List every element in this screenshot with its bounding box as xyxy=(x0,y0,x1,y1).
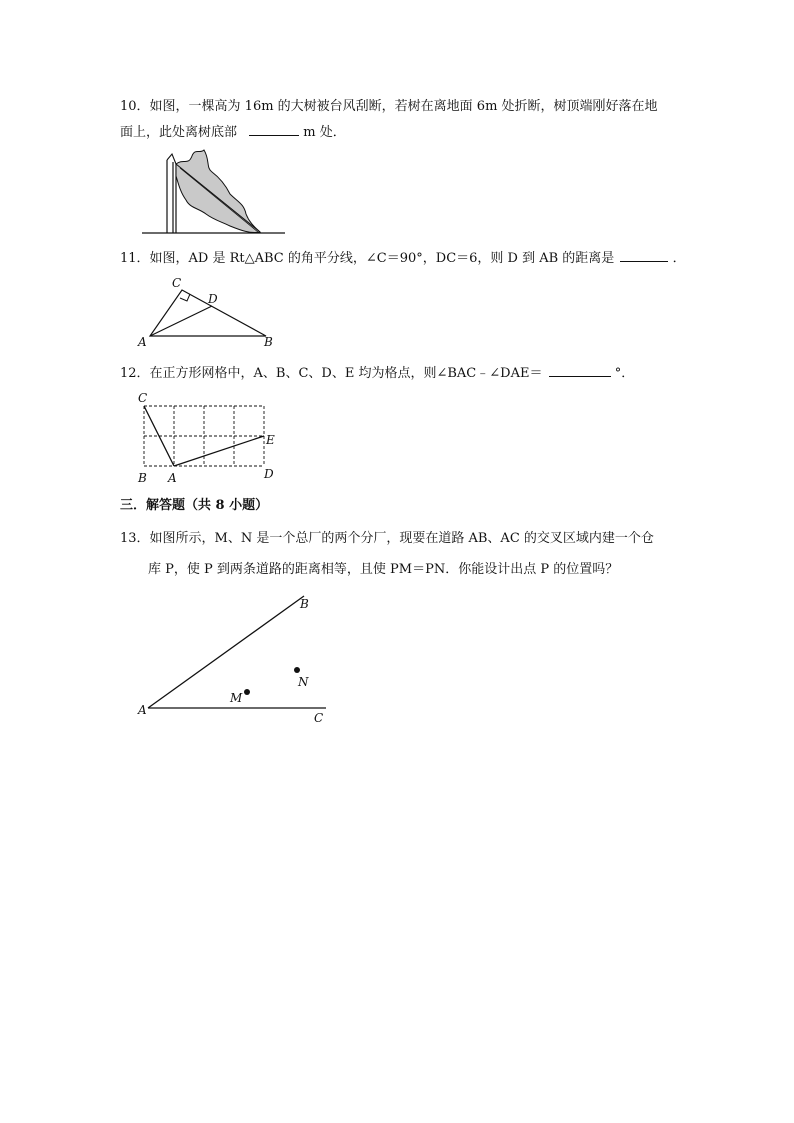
q11-question: 11．如图，AD 是 Rt△ABC 的角平分线，∠C＝90°，DC＝6，则 D 到 AB 的距离是 xyxy=(120,251,615,266)
q11-triangle-figure xyxy=(136,274,281,349)
q12-label-c: C xyxy=(138,391,148,405)
q12-label-e: E xyxy=(266,433,275,447)
q11-label-d: D xyxy=(208,292,218,306)
q13-label-m: M xyxy=(230,691,243,705)
q10-line2-text: 面上，此处离树底部 xyxy=(120,125,238,140)
q12-label-d: D xyxy=(264,467,274,481)
q11-label-c: C xyxy=(172,276,182,290)
q12-grid-figure xyxy=(134,390,284,485)
q11-answer-blank[interactable] xyxy=(620,248,668,262)
q11-label-a: A xyxy=(138,335,147,349)
q13-label-a: A xyxy=(138,703,147,717)
q12-answer-blank[interactable] xyxy=(549,363,611,377)
q11-text xyxy=(120,248,686,268)
q12-question: 12．在正方形网格中，A、B、C、D、E 均为格点，则∠BAC﹣∠DAE＝ xyxy=(120,366,543,381)
point-m xyxy=(244,689,250,695)
q12-text xyxy=(120,363,634,383)
q10-broken-tree-figure xyxy=(140,142,290,237)
q10-answer-blank[interactable] xyxy=(249,122,299,136)
q13-line1: 13．如图所示，M、N 是一个总厂的两个分厂，现要在道路 AB、AC 的交叉区域内建一个仓 xyxy=(120,531,654,546)
q13-line2: 库 P，使 P 到两条道路的距离相等，且使 PM＝PN．你能设计出点 P 的位置吗？ xyxy=(148,562,619,577)
q10-line2-unit: m 处． xyxy=(303,125,346,140)
point-n xyxy=(294,667,300,673)
q13-label-b: B xyxy=(300,597,309,611)
q10-line1: 10．如图，一棵高为 16m 的大树被台风刮断，若树在离地面 6m 处折断，树顶端刚好落在地 xyxy=(120,99,658,114)
q12-label-a: A xyxy=(168,471,177,485)
q13-label-c: C xyxy=(314,711,324,725)
q11-end: ． xyxy=(672,251,686,266)
q12-label-b: B xyxy=(138,471,147,485)
section-heading: 三．解答题（共 8 小题） xyxy=(120,498,269,513)
q13-label-n: N xyxy=(298,675,309,689)
q12-end: °． xyxy=(614,366,635,381)
q10-line2 xyxy=(120,122,346,142)
q13-roads-figure xyxy=(134,588,339,728)
q11-label-b: B xyxy=(264,335,273,349)
